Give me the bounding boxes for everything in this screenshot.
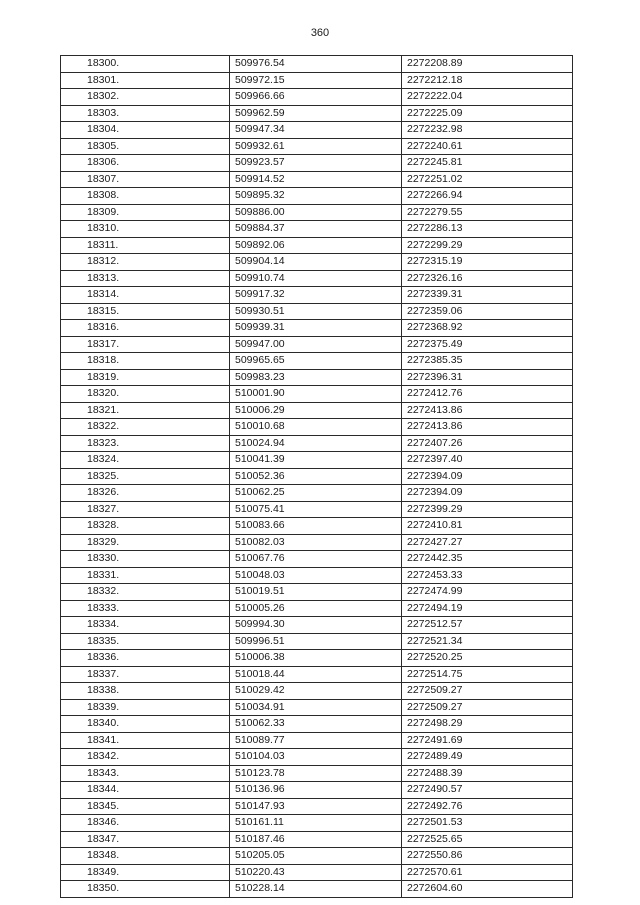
point-number-cell: 18349.: [61, 864, 230, 881]
x-coordinate-cell: 510075.41: [230, 501, 402, 518]
x-coordinate-cell: 509923.57: [230, 155, 402, 172]
table-row: [61, 798, 573, 815]
table-row: [61, 815, 573, 832]
x-coordinate-cell: 509939.31: [230, 320, 402, 337]
x-coordinate-cell: 509917.32: [230, 287, 402, 304]
x-coordinate-cell: 510034.91: [230, 699, 402, 716]
point-number-cell: 18328.: [61, 518, 230, 535]
table-row: [61, 567, 573, 584]
y-coordinate-cell: 2272498.29: [402, 716, 573, 733]
point-number-cell: 18339.: [61, 699, 230, 716]
point-number-cell: 18311.: [61, 237, 230, 254]
table-row: [61, 105, 573, 122]
point-number-cell: 18307.: [61, 171, 230, 188]
point-number-cell: 18314.: [61, 287, 230, 304]
point-number-cell: 18302.: [61, 89, 230, 106]
y-coordinate-cell: 2272208.89: [402, 56, 573, 73]
point-number-cell: 18318.: [61, 353, 230, 370]
coordinates-table: [60, 55, 573, 898]
y-coordinate-cell: 2272520.25: [402, 650, 573, 667]
point-number-cell: 18300.: [61, 56, 230, 73]
point-number-cell: 18333.: [61, 600, 230, 617]
y-coordinate-cell: 2272315.19: [402, 254, 573, 271]
table-row: [61, 204, 573, 221]
point-number-cell: 18331.: [61, 567, 230, 584]
point-number-cell: 18350.: [61, 881, 230, 898]
y-coordinate-cell: 2272397.40: [402, 452, 573, 469]
x-coordinate-cell: 509947.34: [230, 122, 402, 139]
y-coordinate-cell: 2272407.26: [402, 435, 573, 452]
x-coordinate-cell: 510041.39: [230, 452, 402, 469]
x-coordinate-cell: 510006.38: [230, 650, 402, 667]
x-coordinate-cell: 510019.51: [230, 584, 402, 601]
table-row: [61, 881, 573, 898]
x-coordinate-cell: 510123.78: [230, 765, 402, 782]
table-row: [61, 501, 573, 518]
point-number-cell: 18316.: [61, 320, 230, 337]
x-coordinate-cell: 510089.77: [230, 732, 402, 749]
y-coordinate-cell: 2272521.34: [402, 633, 573, 650]
x-coordinate-cell: 509895.32: [230, 188, 402, 205]
y-coordinate-cell: 2272396.31: [402, 369, 573, 386]
table-row: [61, 89, 573, 106]
point-number-cell: 18336.: [61, 650, 230, 667]
table-row: [61, 666, 573, 683]
x-coordinate-cell: 510082.03: [230, 534, 402, 551]
table-row: [61, 551, 573, 568]
point-number-cell: 18323.: [61, 435, 230, 452]
point-number-cell: 18340.: [61, 716, 230, 733]
y-coordinate-cell: 2272339.31: [402, 287, 573, 304]
y-coordinate-cell: 2272413.86: [402, 402, 573, 419]
table-row: [61, 452, 573, 469]
table-row: [61, 617, 573, 634]
y-coordinate-cell: 2272299.29: [402, 237, 573, 254]
table-row: [61, 287, 573, 304]
x-coordinate-cell: 510006.29: [230, 402, 402, 419]
point-number-cell: 18344.: [61, 782, 230, 799]
x-coordinate-cell: 510067.76: [230, 551, 402, 568]
y-coordinate-cell: 2272501.53: [402, 815, 573, 832]
table-row: [61, 303, 573, 320]
x-coordinate-cell: 509930.51: [230, 303, 402, 320]
y-coordinate-cell: 2272394.09: [402, 485, 573, 502]
point-number-cell: 18306.: [61, 155, 230, 172]
y-coordinate-cell: 2272394.09: [402, 468, 573, 485]
coordinates-table-body: [61, 56, 573, 898]
y-coordinate-cell: 2272286.13: [402, 221, 573, 238]
point-number-cell: 18327.: [61, 501, 230, 518]
point-number-cell: 18310.: [61, 221, 230, 238]
table-row: [61, 138, 573, 155]
y-coordinate-cell: 2272509.27: [402, 699, 573, 716]
table-row: [61, 831, 573, 848]
x-coordinate-cell: 509994.30: [230, 617, 402, 634]
point-number-cell: 18309.: [61, 204, 230, 221]
y-coordinate-cell: 2272525.65: [402, 831, 573, 848]
point-number-cell: 18335.: [61, 633, 230, 650]
x-coordinate-cell: 510104.03: [230, 749, 402, 766]
x-coordinate-cell: 509947.00: [230, 336, 402, 353]
x-coordinate-cell: 510062.33: [230, 716, 402, 733]
x-coordinate-cell: 510187.46: [230, 831, 402, 848]
point-number-cell: 18337.: [61, 666, 230, 683]
x-coordinate-cell: 509914.52: [230, 171, 402, 188]
x-coordinate-cell: 509932.61: [230, 138, 402, 155]
page-number: 360: [310, 27, 330, 39]
y-coordinate-cell: 2272509.27: [402, 683, 573, 700]
point-number-cell: 18338.: [61, 683, 230, 700]
table-row: [61, 584, 573, 601]
point-number-cell: 18325.: [61, 468, 230, 485]
y-coordinate-cell: 2272240.61: [402, 138, 573, 155]
y-coordinate-cell: 2272427.27: [402, 534, 573, 551]
point-number-cell: 18329.: [61, 534, 230, 551]
x-coordinate-cell: 510029.42: [230, 683, 402, 700]
table-row: [61, 188, 573, 205]
y-coordinate-cell: 2272494.19: [402, 600, 573, 617]
y-coordinate-cell: 2272550.86: [402, 848, 573, 865]
table-row: [61, 254, 573, 271]
table-row: [61, 650, 573, 667]
point-number-cell: 18321.: [61, 402, 230, 419]
point-number-cell: 18345.: [61, 798, 230, 815]
table-row: [61, 468, 573, 485]
y-coordinate-cell: 2272399.29: [402, 501, 573, 518]
point-number-cell: 18341.: [61, 732, 230, 749]
x-coordinate-cell: 510136.96: [230, 782, 402, 799]
table-row: [61, 716, 573, 733]
y-coordinate-cell: 2272488.39: [402, 765, 573, 782]
point-number-cell: 18301.: [61, 72, 230, 89]
point-number-cell: 18319.: [61, 369, 230, 386]
x-coordinate-cell: 510220.43: [230, 864, 402, 881]
y-coordinate-cell: 2272279.55: [402, 204, 573, 221]
table-row: [61, 270, 573, 287]
x-coordinate-cell: 509910.74: [230, 270, 402, 287]
x-coordinate-cell: 509972.15: [230, 72, 402, 89]
y-coordinate-cell: 2272604.60: [402, 881, 573, 898]
table-row: [61, 683, 573, 700]
y-coordinate-cell: 2272474.99: [402, 584, 573, 601]
x-coordinate-cell: 509976.54: [230, 56, 402, 73]
point-number-cell: 18332.: [61, 584, 230, 601]
y-coordinate-cell: 2272514.75: [402, 666, 573, 683]
x-coordinate-cell: 509904.14: [230, 254, 402, 271]
y-coordinate-cell: 2272385.35: [402, 353, 573, 370]
x-coordinate-cell: 509962.59: [230, 105, 402, 122]
table-row: [61, 155, 573, 172]
y-coordinate-cell: 2272368.92: [402, 320, 573, 337]
point-number-cell: 18342.: [61, 749, 230, 766]
point-number-cell: 18308.: [61, 188, 230, 205]
point-number-cell: 18312.: [61, 254, 230, 271]
table-row: [61, 782, 573, 799]
y-coordinate-cell: 2272251.02: [402, 171, 573, 188]
point-number-cell: 18304.: [61, 122, 230, 139]
y-coordinate-cell: 2272453.33: [402, 567, 573, 584]
point-number-cell: 18313.: [61, 270, 230, 287]
table-row: [61, 386, 573, 403]
y-coordinate-cell: 2272412.76: [402, 386, 573, 403]
table-row: [61, 435, 573, 452]
x-coordinate-cell: 510018.44: [230, 666, 402, 683]
x-coordinate-cell: 509983.23: [230, 369, 402, 386]
table-row: [61, 336, 573, 353]
y-coordinate-cell: 2272266.94: [402, 188, 573, 205]
table-row: [61, 221, 573, 238]
x-coordinate-cell: 510083.66: [230, 518, 402, 535]
x-coordinate-cell: 510228.14: [230, 881, 402, 898]
point-number-cell: 18330.: [61, 551, 230, 568]
table-row: [61, 699, 573, 716]
point-number-cell: 18348.: [61, 848, 230, 865]
table-row: [61, 72, 573, 89]
x-coordinate-cell: 509892.06: [230, 237, 402, 254]
y-coordinate-cell: 2272232.98: [402, 122, 573, 139]
x-coordinate-cell: 510024.94: [230, 435, 402, 452]
x-coordinate-cell: 510010.68: [230, 419, 402, 436]
y-coordinate-cell: 2272326.16: [402, 270, 573, 287]
x-coordinate-cell: 509965.65: [230, 353, 402, 370]
table-row: [61, 237, 573, 254]
y-coordinate-cell: 2272492.76: [402, 798, 573, 815]
y-coordinate-cell: 2272490.57: [402, 782, 573, 799]
table-row: [61, 402, 573, 419]
point-number-cell: 18305.: [61, 138, 230, 155]
table-row: [61, 600, 573, 617]
x-coordinate-cell: 510161.11: [230, 815, 402, 832]
y-coordinate-cell: 2272212.18: [402, 72, 573, 89]
point-number-cell: 18346.: [61, 815, 230, 832]
x-coordinate-cell: 510048.03: [230, 567, 402, 584]
point-number-cell: 18347.: [61, 831, 230, 848]
y-coordinate-cell: 2272359.06: [402, 303, 573, 320]
x-coordinate-cell: 510062.25: [230, 485, 402, 502]
point-number-cell: 18324.: [61, 452, 230, 469]
table-row: [61, 518, 573, 535]
point-number-cell: 18334.: [61, 617, 230, 634]
y-coordinate-cell: 2272442.35: [402, 551, 573, 568]
table-row: [61, 732, 573, 749]
y-coordinate-cell: 2272570.61: [402, 864, 573, 881]
x-coordinate-cell: 509884.37: [230, 221, 402, 238]
x-coordinate-cell: 509886.00: [230, 204, 402, 221]
point-number-cell: 18322.: [61, 419, 230, 436]
x-coordinate-cell: 510205.05: [230, 848, 402, 865]
y-coordinate-cell: 2272489.49: [402, 749, 573, 766]
y-coordinate-cell: 2272410.81: [402, 518, 573, 535]
y-coordinate-cell: 2272413.86: [402, 419, 573, 436]
table-row: [61, 633, 573, 650]
point-number-cell: 18320.: [61, 386, 230, 403]
x-coordinate-cell: 510001.90: [230, 386, 402, 403]
table-row: [61, 320, 573, 337]
table-row: [61, 369, 573, 386]
x-coordinate-cell: 510052.36: [230, 468, 402, 485]
y-coordinate-cell: 2272245.81: [402, 155, 573, 172]
y-coordinate-cell: 2272512.57: [402, 617, 573, 634]
table-row: [61, 848, 573, 865]
x-coordinate-cell: 510147.93: [230, 798, 402, 815]
x-coordinate-cell: 510005.26: [230, 600, 402, 617]
table-row: [61, 122, 573, 139]
point-number-cell: 18343.: [61, 765, 230, 782]
x-coordinate-cell: 509966.66: [230, 89, 402, 106]
y-coordinate-cell: 2272491.69: [402, 732, 573, 749]
point-number-cell: 18303.: [61, 105, 230, 122]
y-coordinate-cell: 2272222.04: [402, 89, 573, 106]
point-number-cell: 18326.: [61, 485, 230, 502]
table-row: [61, 56, 573, 73]
table-row: [61, 765, 573, 782]
y-coordinate-cell: 2272225.09: [402, 105, 573, 122]
table-row: [61, 171, 573, 188]
point-number-cell: 18317.: [61, 336, 230, 353]
y-coordinate-cell: 2272375.49: [402, 336, 573, 353]
point-number-cell: 18315.: [61, 303, 230, 320]
table-row: [61, 353, 573, 370]
table-row: [61, 749, 573, 766]
table-row: [61, 485, 573, 502]
table-row: [61, 534, 573, 551]
table-row: [61, 419, 573, 436]
x-coordinate-cell: 509996.51: [230, 633, 402, 650]
table-row: [61, 864, 573, 881]
